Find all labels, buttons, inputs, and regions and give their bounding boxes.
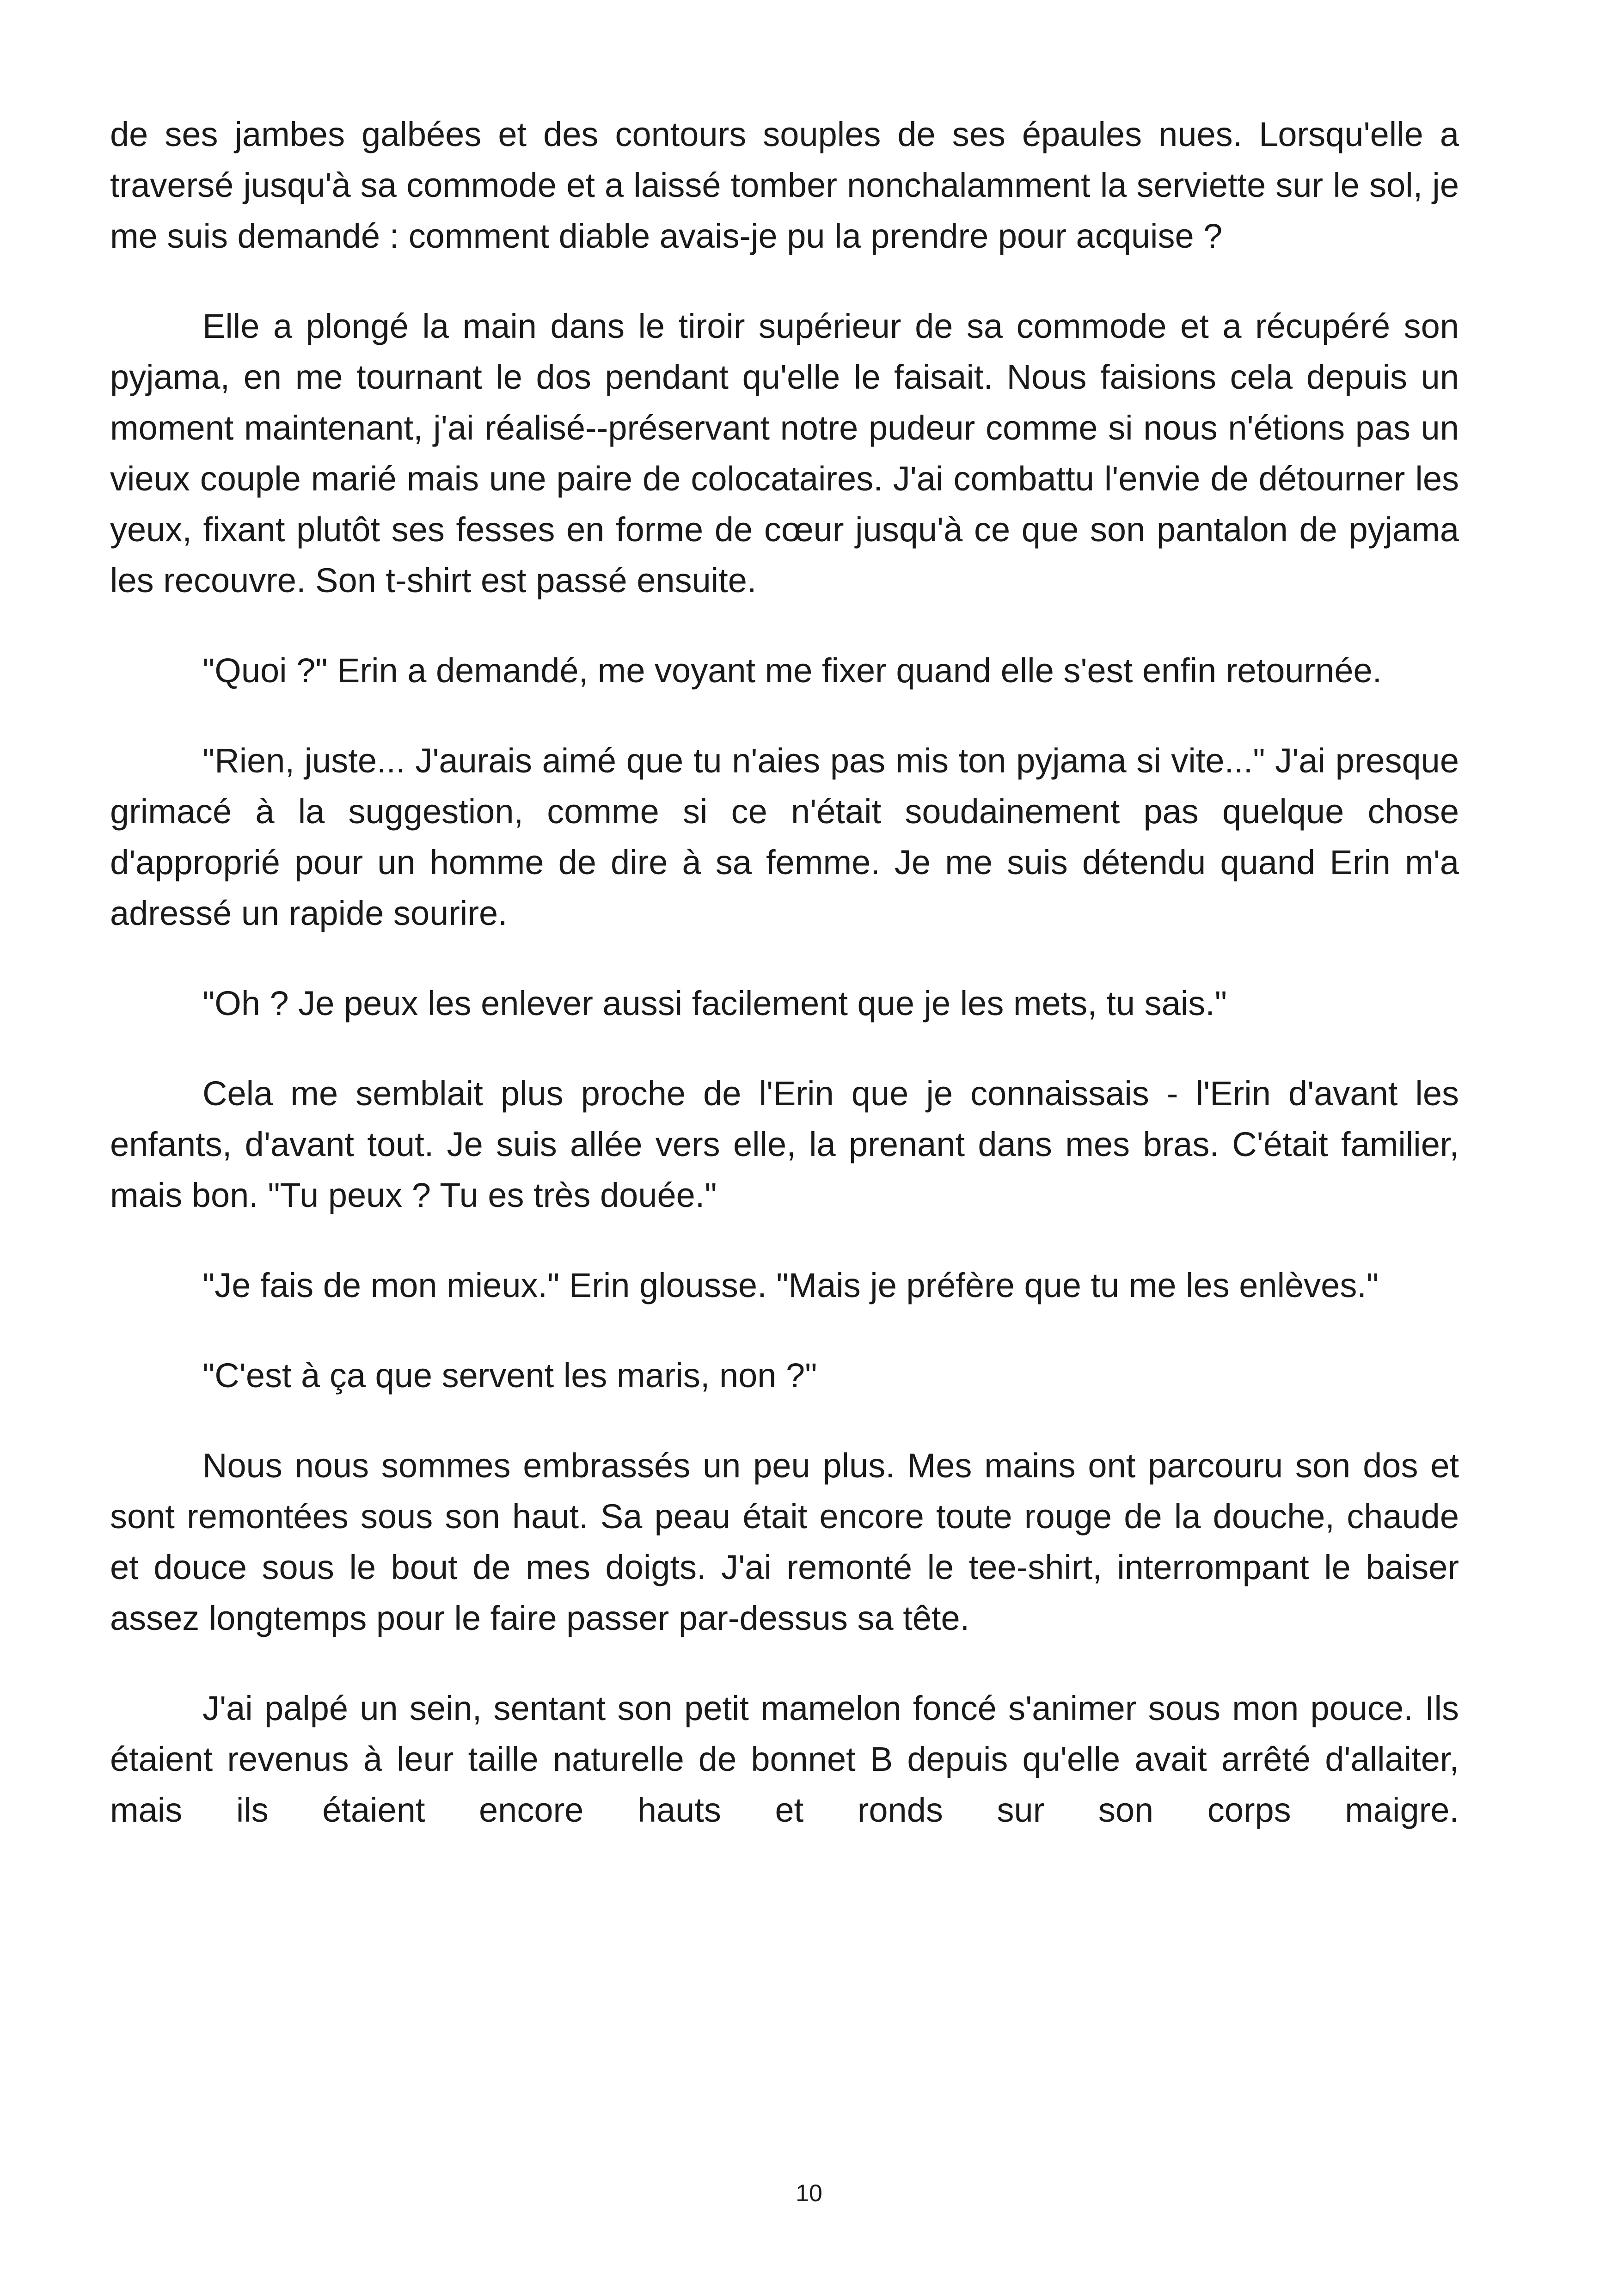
paragraph-9: Nous nous sommes embrassés un peu plus. Mes mains ont parcouru son dos et sont remontées sous son haut. Sa peau était encore toute rouge de la douche, chaude et douce sous le bout de mes doigts. J'ai remonté le tee-shirt, interrompant le baiser assez longtemps pour le faire passer par-dessus sa tête. [110, 1446, 1459, 1637]
paragraph-8: "C'est à ça que servent les maris, non ?" [202, 1356, 817, 1395]
paragraph-1: de ses jambes galbées et des contours souples de ses épaules nues. Lorsqu'elle a traversé jusqu'à sa commode et a laissé tomber nonchalamment la serviette sur le sol, je me suis demandé : comment diable avais-je pu la prendre pour acquise ? [110, 115, 1459, 255]
body-text [110, 109, 1459, 1836]
paragraph-3: "Quoi ?" Erin a demandé, me voyant me fixer quand elle s'est enfin retournée. [202, 651, 1382, 690]
paragraph-5: "Oh ? Je peux les enlever aussi facilement que je les mets, tu sais." [202, 984, 1227, 1022]
paragraph-6: Cela me semblait plus proche de l'Erin que je connaissais - l'Erin d'avant les enfants, d'avant tout. Je suis allée vers elle, la prenant dans mes bras. C'était familier, mais bon. "Tu peux ? Tu es très douée." [110, 1074, 1459, 1214]
page-number: 10 [796, 2180, 822, 2207]
paragraph-7: "Je fais de mon mieux." Erin glousse. "Mais je préfère que tu me les enlèves." [202, 1266, 1379, 1304]
paragraph-4: "Rien, juste... J'aurais aimé que tu n'aies pas mis ton pyjama si vite..." J'ai presque grimacé à la suggestion, comme si ce n'était soudainement pas quelque chose d'approprié pour un homme de dire à sa femme. Je me suis détendu quand Erin m'a adressé un rapide sourire. [110, 741, 1459, 932]
paragraph-2: Elle a plongé la main dans le tiroir supérieur de sa commode et a récupéré son pyjama, en me tournant le dos pendant qu'elle le faisait. Nous faisions cela depuis un moment maintenant, j'ai réalisé--préservant notre pudeur comme si nous n'étions pas un vieux couple marié mais une paire de colocataires. J'ai combattu l'envie de détourner les yeux, fixant plutôt ses fesses en forme de cœur jusqu'à ce que son pantalon de pyjama les recouvre. Son t-shirt est passé ensuite. [110, 307, 1459, 600]
paragraph-10: J'ai palpé un sein, sentant son petit mamelon foncé s'animer sous mon pouce. Ils étaient revenus à leur taille naturelle de bonnet B depuis qu'elle avait arrêté d'allaiter, mais ils étaient encore hauts et ronds sur son corps maigre. [110, 1689, 1459, 1829]
